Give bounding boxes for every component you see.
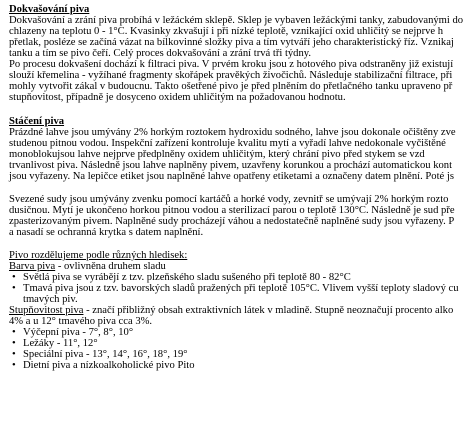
paragraph-line: Po procesu dokvašení dochází k filtraci piva. V prvém kroku jsou z hotového piva odstraněny již existují <box>9 59 454 70</box>
paragraph-line: monoblokujsou lahve nejprve předplněny oxidem uhličitým, který chrání pivo před stykem se vzd <box>9 149 425 160</box>
list-item: • Ležáky - 11°, 12° <box>12 338 98 349</box>
paragraph-line: trvanlivost piva. Následně jsou lahve naplněny pivem, uzavřeny korunkou a prochází automatickou kont <box>9 160 453 171</box>
paragraph-line: slouží křemelina - vyžíhané fragmenty skořápek pravěkých živočichů. Následuje stabilizační filtrace, při <box>9 70 453 81</box>
paragraph-line: studenou pitnou vodou. Inspekční zařízení kontroluje kvalitu mytí a vyřadí lahve nedokonale vyčištěné <box>9 138 446 149</box>
paragraph-line: dusičnou. Mytí je ukončeno horkou pitnou vodou a sterilizací parou o teplotě 130°C. Následně je sud pře <box>9 205 455 216</box>
classification-intro: Pivo rozdělujeme podle různých hledisek: <box>9 250 188 261</box>
color-heading: Barva piva <box>9 261 56 272</box>
paragraph-line: Svezené sudy jsou umývány zvenku pomocí kartáčů a horké vody, zevnitř se umývají 2% horkým rozto <box>9 194 449 205</box>
list-item: • Světlá piva se vyrábějí z tzv. plzeňského sladu sušeného při teplotě 80 - 82°C <box>12 272 351 283</box>
color-heading-rest: - ovlivněna druhem sladu <box>55 261 166 272</box>
list-item: • Dietní piva a nízkoalkoholické pivo Pito <box>12 360 195 371</box>
bullet-icon: • <box>12 360 16 371</box>
bullet-icon: • <box>12 283 16 294</box>
paragraph-line: mohly vytvořit zákal v budoucnu. Takto ošetřené pivo je před plněním do přetlačného tanku upraveno př <box>9 81 453 92</box>
bullet-icon: • <box>12 272 16 283</box>
paragraph-line: zpasterizovaným pivem. Naplněné sudy procházejí váhou a nedostatečně naplněné sudy jsou vyřazeny. P <box>9 216 455 227</box>
bullet-icon: • <box>12 349 16 360</box>
paragraph-line: tanku a tím se pivo čeří. Celý proces dokvašování a zrání trvá tři týdny. <box>9 48 312 59</box>
paragraph-line: jsou vyřazeny. Na lepičce etiket jsou naplněné lahve opatřeny etiketami a označeny datem plnění. Poté js <box>9 171 454 182</box>
section-title-staceni: Stáčení piva <box>9 116 65 127</box>
paragraph-line: chlazeny na teplotu 0 - 1°C. Kvasinky zkvašují i při nízké teplotě, vznikající oxid uhličitý se nejprve h <box>9 26 444 37</box>
list-item-continuation: tmavých piv. <box>23 294 78 305</box>
bullet-icon: • <box>12 338 16 349</box>
paragraph-line: 4% a u 12° tmavého piva cca 3%. <box>9 316 153 327</box>
section-title-dokvasovani: Dokvašování piva <box>9 4 90 15</box>
list-item: • Tmavá piva jsou z tzv. bavorských sladů pražených při teplotě 105°C. Vlivem vyšší teploty sladový cu <box>12 283 459 294</box>
paragraph-line: a nasadí se ochranná krytka s datem naplnění. <box>9 227 204 238</box>
degree-heading-rest: - značí přibližný obsah extraktivních látek v mladině. Stupně neoznačují procento alko <box>83 305 454 316</box>
degree-heading: Stupňovitost piva <box>9 305 84 316</box>
list-item: • Speciální piva - 13°, 14°, 16°, 18°, 19° <box>12 349 188 360</box>
list-item: • Výčepní piva - 7°, 8°, 10° <box>12 327 134 338</box>
paragraph-line: Prázdné lahve jsou umývány 2% horkým roztokem hydroxidu sodného, lahve jsou dokonale očištěny zve <box>9 127 456 138</box>
bullet-icon: • <box>12 327 16 338</box>
paragraph-line: stupňovitost, případně je dosyceno oxidem uhličitým na požadovanou hodnotu. <box>9 92 346 103</box>
paragraph-line: Dokvašování a zrání piva probíhá v ležáckém sklepě. Sklep je vybaven ležáckými tanky, zabudovanými do <box>9 15 464 26</box>
paragraph-line: přetlak, posléze se začíná vázat na bílkovinné složky piva a tím vytváří jeho charakteristický říz. Vznikaj <box>9 37 454 48</box>
